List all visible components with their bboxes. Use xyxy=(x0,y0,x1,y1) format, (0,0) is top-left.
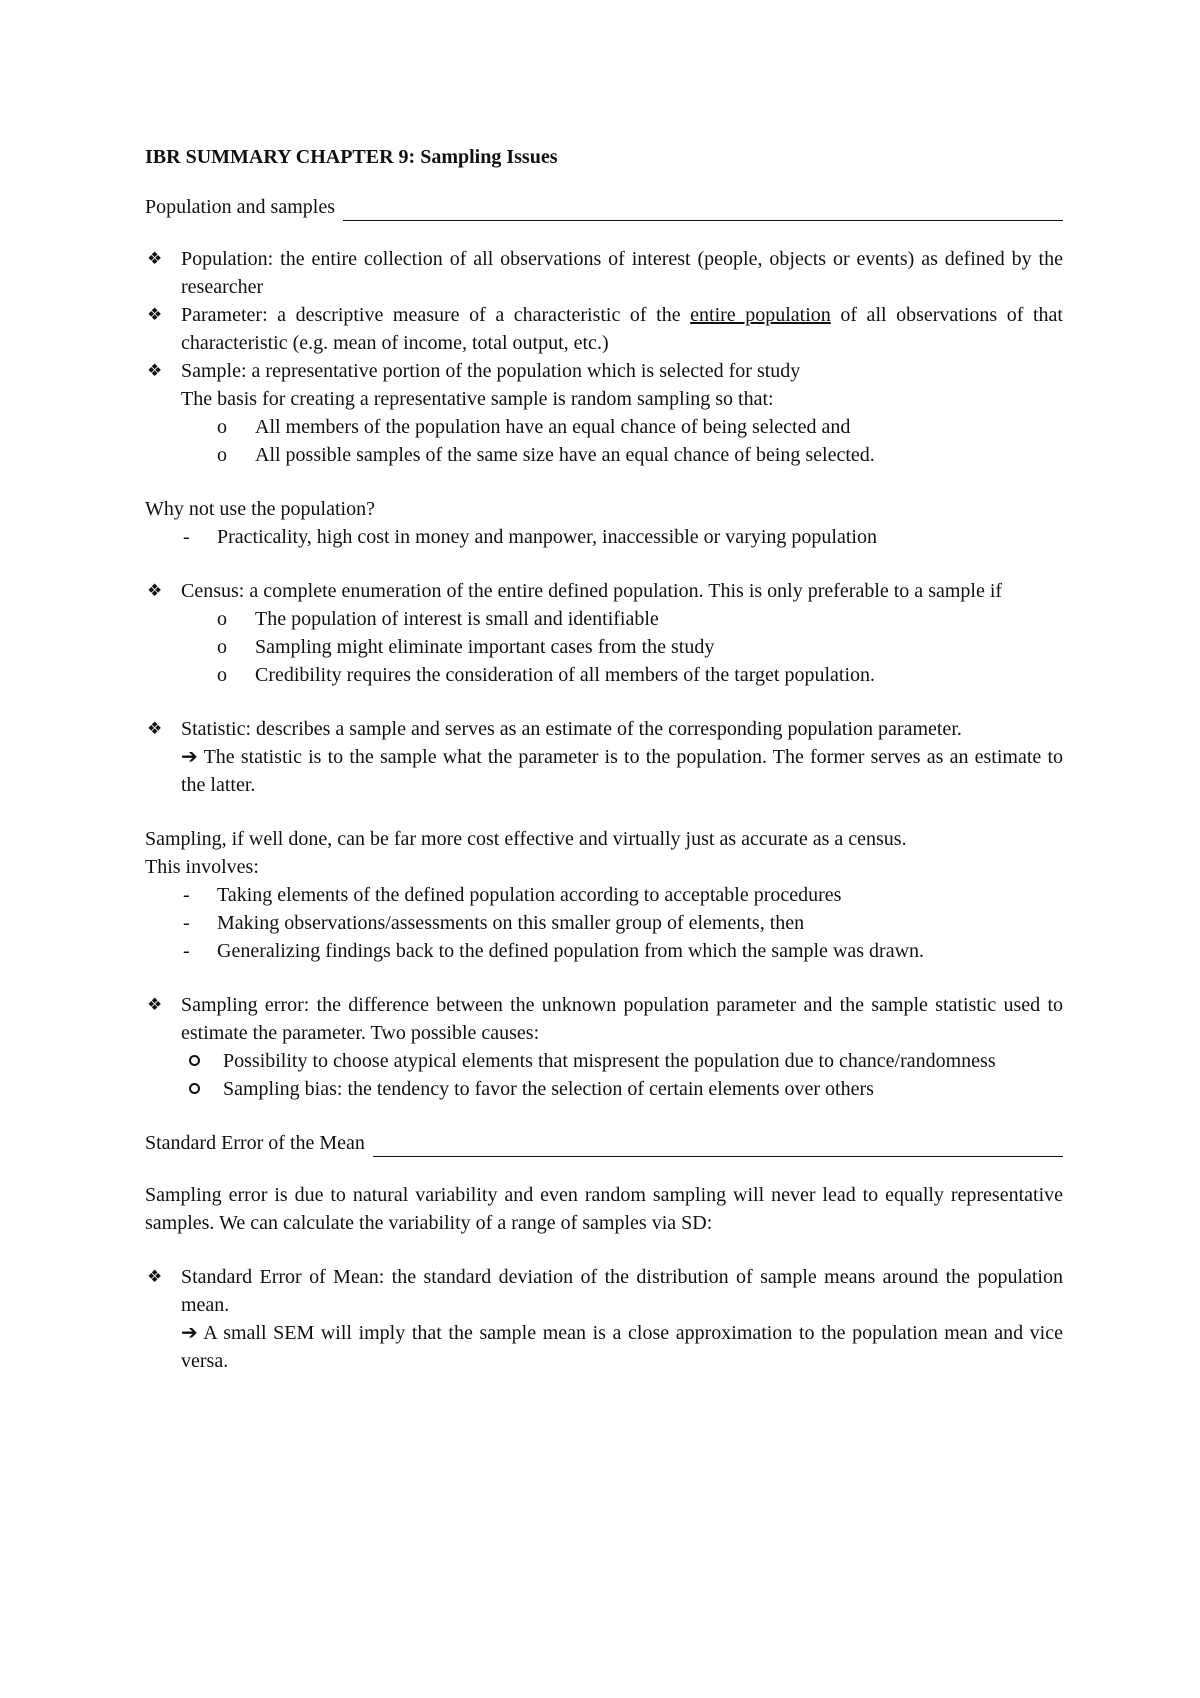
sample-basis: The basis for creating a representative sample is random sampling so that: xyxy=(181,388,774,410)
dash-marker: - xyxy=(183,884,190,906)
bullet-parameter xyxy=(145,301,1063,357)
arrow-right-icon: ➔ xyxy=(181,746,198,768)
bullet-sample xyxy=(145,357,1063,385)
bullet-census xyxy=(145,577,1063,605)
circle-marker: o xyxy=(217,636,227,658)
sub-item-text: All members of the population have an equal chance of being selected and xyxy=(255,416,851,438)
spacer xyxy=(145,469,1063,495)
dash-item xyxy=(145,909,1063,937)
cause-text: Possibility to choose atypical elements that mispresent the population due to chance/randomness xyxy=(223,1050,996,1072)
sampling-paragraph: Sampling, if well done, can be far more cost effective and virtually just as accurate as a census. xyxy=(145,828,907,850)
bullet-text: Standard Error of Mean: the standard deviation of the distribution of sample means around the population mean. xyxy=(181,1266,1063,1316)
dash-item xyxy=(145,523,1063,551)
dash-marker: - xyxy=(183,940,190,962)
bullet-text: Parameter: a descriptive measure of a characteristic of the xyxy=(181,304,691,326)
dash-item-text: Taking elements of the defined population according to acceptable procedures xyxy=(217,884,842,906)
bullet-text: Census: a complete enumeration of the entire defined population. This is only preferable to a sample if xyxy=(181,580,1003,602)
circle-marker: o xyxy=(217,608,227,630)
section-heading-population xyxy=(145,193,1063,221)
diamond-bullet-icon: ❖ xyxy=(147,995,163,1014)
sub-item xyxy=(145,633,1063,661)
sub-item-text: Sampling might eliminate important cases from the study xyxy=(255,636,715,658)
sub-item xyxy=(145,441,1063,469)
note-text: A small SEM will imply that the sample mean is a close approximation to the population mean and vice versa. xyxy=(181,1322,1063,1372)
bullet-text: Statistic: describes a sample and serves as an estimate of the corresponding population parameter. xyxy=(181,718,962,740)
sub-item xyxy=(145,413,1063,441)
diamond-bullet-icon: ❖ xyxy=(147,1267,163,1286)
dash-item xyxy=(145,881,1063,909)
circle-marker: o xyxy=(217,664,227,686)
spacer xyxy=(145,1237,1063,1263)
bullet-statistic xyxy=(145,715,1063,743)
cause-item xyxy=(145,1047,1063,1075)
heading-rule xyxy=(343,202,1063,221)
section-heading-sem xyxy=(145,1129,1063,1157)
page-title: IBR SUMMARY CHAPTER 9: Sampling Issues xyxy=(145,146,558,168)
dash-item-text: Making observations/assessments on this smaller group of elements, then xyxy=(217,912,805,934)
diamond-bullet-icon: ❖ xyxy=(147,719,163,738)
cause-text: Sampling bias: the tendency to favor the selection of certain elements over others xyxy=(223,1078,874,1100)
involves-label: This involves: xyxy=(145,856,259,878)
spacer xyxy=(145,965,1063,991)
bullet-population xyxy=(145,245,1063,301)
underlined-text: entire population xyxy=(690,304,831,326)
circle-marker: o xyxy=(217,444,227,466)
spacer xyxy=(145,689,1063,715)
dash-item xyxy=(145,937,1063,965)
sem-paragraph: Sampling error is due to natural variability and even random sampling will never lead to equally representative samples. We can calculate the variability of a range of samples via SD: xyxy=(145,1184,1063,1234)
spacer xyxy=(145,1103,1063,1129)
section-heading-label: Standard Error of the Mean xyxy=(145,1132,365,1154)
heading-rule xyxy=(373,1138,1063,1157)
bullet-text: of all observations of that characteristic (e.g. mean of income, total output, etc.) xyxy=(181,304,1063,354)
ring-bullet-icon xyxy=(189,1083,200,1094)
bullet-text: Population: the entire collection of all observations of interest (people, objects or events) as defined by the researcher xyxy=(181,248,1063,298)
dash-item-text: Generalizing findings back to the defined population from which the sample was drawn. xyxy=(217,940,925,962)
diamond-bullet-icon: ❖ xyxy=(147,249,163,268)
dash-marker: - xyxy=(183,526,190,548)
bullet-sampling-error xyxy=(145,991,1063,1047)
sem-note xyxy=(145,1319,1063,1375)
spacer xyxy=(145,799,1063,825)
diamond-bullet-icon: ❖ xyxy=(147,361,163,380)
sub-item xyxy=(145,661,1063,689)
bullet-sem xyxy=(145,1263,1063,1319)
bullet-text: Sample: a representative portion of the population which is selected for study xyxy=(181,360,801,382)
why-question: Why not use the population? xyxy=(145,498,375,520)
dash-item-text: Practicality, high cost in money and manpower, inaccessible or varying population xyxy=(217,526,877,548)
sub-item-text: All possible samples of the same size have an equal chance of being selected. xyxy=(255,444,875,466)
sub-item-text: Credibility requires the consideration of all members of the target population. xyxy=(255,664,876,686)
circle-marker: o xyxy=(217,416,227,438)
sub-item-text: The population of interest is small and identifiable xyxy=(255,608,659,630)
statistic-note xyxy=(145,743,1063,799)
document-body xyxy=(145,143,1063,1375)
dash-marker: - xyxy=(183,912,190,934)
section-heading-label: Population and samples xyxy=(145,196,335,218)
sub-item xyxy=(145,605,1063,633)
cause-item xyxy=(145,1075,1063,1103)
spacer xyxy=(145,551,1063,577)
arrow-right-icon: ➔ xyxy=(181,1322,198,1344)
diamond-bullet-icon: ❖ xyxy=(147,581,163,600)
bullet-text: Sampling error: the difference between the unknown population parameter and the sample statistic used to estimate the parameter. Two possible causes: xyxy=(181,994,1063,1044)
diamond-bullet-icon: ❖ xyxy=(147,305,163,324)
note-text: The statistic is to the sample what the parameter is to the population. The former serves as an estimate to the latter. xyxy=(181,746,1063,796)
ring-bullet-icon xyxy=(189,1055,200,1066)
